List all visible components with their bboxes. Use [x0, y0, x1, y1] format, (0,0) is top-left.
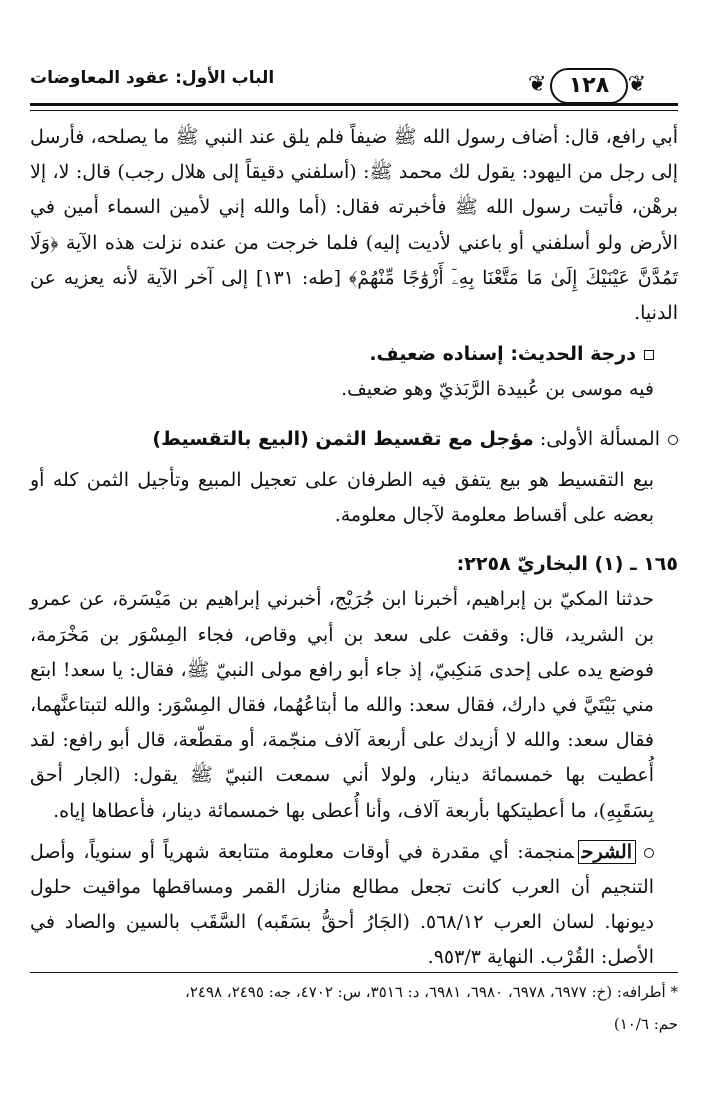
hadith-grade [30, 337, 678, 372]
paragraph-continuation: أبي رافع، قال: أضاف رسول الله ﷺ ضيفاً فلم يلق عند النبي ﷺ ما يصلحه، فأرسل إلى رجل من اليهود: يقول لك محمد ﷺ: (أسلفني دقيقاً إلى هلال رجب) قال: لا، إلا برهْن، فأتيت رسول الله ﷺ فأخبرته فقال: (أما والله إني لأمين السماء أمين في الأرض ولو أسلفني أو باعني لأديت إليه) فلما خرجت من عنده نزلت هذه الآية ﴿وَلَا تَمُدَّنَّ عَيْنَيْكَ إِلَىٰ مَا مَتَّعْنَا بِهِۦٓ أَزْوَٰجًا مِّنْهُمْ﴾ [طه: ١٣١] إلى آخر الآية لأنه يعزيه عن الدنيا. [30, 126, 678, 325]
circle-bullet-icon [668, 435, 678, 445]
running-header [30, 66, 678, 112]
hadith-heading: ١٦٥ ـ (١) البخاريّ ٢٢٥٨: [456, 553, 678, 576]
grade-label: درجة الحديث: إسناده ضعيف. [369, 343, 636, 366]
circle-bullet-icon [644, 848, 654, 858]
issue-heading [30, 422, 678, 457]
chapter-title: الباب الأول: عقود المعاوضات [30, 68, 275, 88]
footnote [30, 976, 678, 1040]
issue-definition: بيع التقسيط هو بيع يتفق فيه الطرفان على تعجيل المبيع وتأجيل الثمن كله أو بعضه على أقساط معلومة لآجال معلومة. [30, 468, 654, 527]
gloss-label: الشرح [578, 840, 636, 864]
footnote-line: حم: ١٠/٦) [613, 1015, 678, 1033]
grade-note: فيه موسى بن عُبيدة الرَّبَذيّ وهو ضعيف. [341, 378, 654, 401]
left-ornament-icon: ❦ [528, 72, 547, 97]
page-number: ١٢٨ [550, 68, 628, 104]
square-bullet-icon [644, 350, 654, 360]
main-text [30, 120, 678, 976]
footnote-rule [30, 972, 678, 973]
page-number-badge [528, 68, 646, 102]
hadith-text: حدثنا المكيّ بن إبراهيم، أخبرنا ابن جُرَيْج، أخبرني إبراهيم بن مَيْسَرة، عن عمرو بن الشريد، قال: وقفت على سعد بن أبي وقاص، فجاء المِسْوَر بن مَخْرَمة، فوضع يده على إحدى مَنكِبيّ، إذ جاء أبو رافع مولى النبيّ ﷺ، فقال: يا سعد! ابتع مني بَيْتَيَّ في دارك، فقال سعد: والله ما أبتاعُهُما، فقال المِسْوَر: والله لتبتاعنَّهما، فقال سعد: والله لا أزيدك على أربعة آلاف منجّمة، أو مقطّعة، قال أبو رافع: لقد أُعطيت بها خمسمائة دينار، ولولا أني سمعت النبيّ ﷺ يقول: (الجار أحق بِسَقَبِهِ)، ما أعطيتكها بأربعة آلاف، وأنا أُعطى بها خمسمائة دينار، فأعطاها إياه. [30, 588, 654, 822]
gloss-text: منجمة: أي مقدرة في أوقات معلومة متتابعة شهرياً أو سنوياً، وأصل التنجيم أن العرب كانت تجعل مطالع منازل القمر ومساقطها مواقيت حلول ديونها. لسان العرب ٥٦٨/١٢. (الجَارُ أحقُّ بسَقَبه) السَّقَب بالسين والصاد في الأصل: القُرْب. النهاية ٩٥٣/٣. [30, 840, 654, 969]
right-ornament-icon: ❦ [627, 72, 646, 97]
footnote-line: * أطرافه: (خ: ٦٩٧٧، ٦٩٧٨، ٦٩٨٠، ٦٩٨١، د: ٣٥١٦، س: ٤٧٠٢، جه: ٢٤٩٥، ٢٤٩٨، [185, 983, 678, 1001]
header-rule [30, 103, 678, 106]
gloss [30, 835, 678, 976]
issue-title: مؤجل مع تقسيط الثمن (البيع بالتقسيط) [152, 427, 534, 450]
header-rule-thin [30, 110, 678, 111]
issue-prefix: المسألة الأولى: [539, 427, 660, 450]
